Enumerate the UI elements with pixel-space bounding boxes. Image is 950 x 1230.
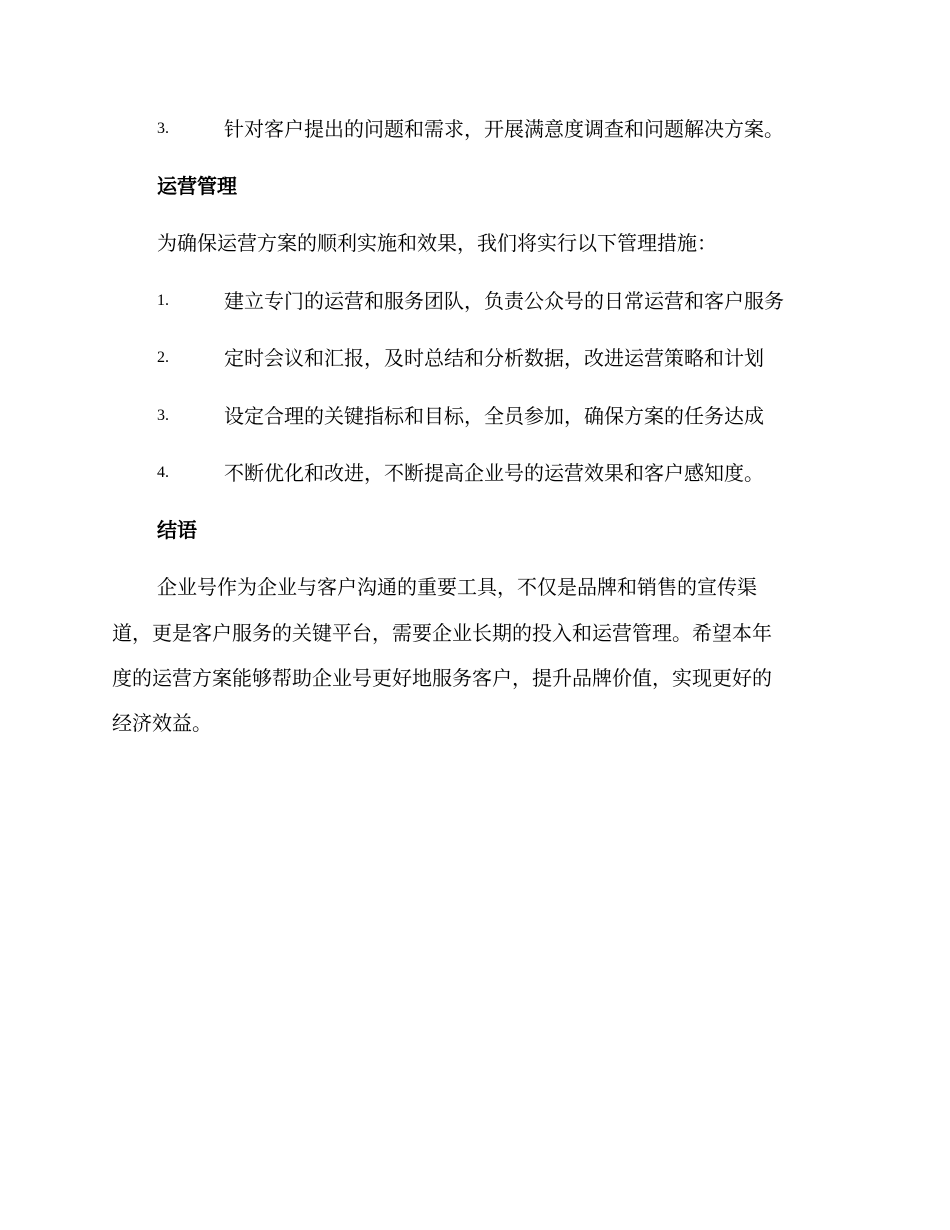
section-heading-conclusion: 结语 [157, 518, 197, 542]
list-item-text: 建立专门的运营和服务团队，负责公众号的日常运营和客户服务 [224, 289, 784, 313]
list-item [157, 114, 857, 144]
list-item [157, 343, 857, 373]
list-item-number: 4. [157, 464, 169, 481]
list-item-number: 3. [157, 407, 169, 424]
list-item [157, 286, 857, 316]
conclusion-line-2: 道，更是客户服务的关键平台，需要企业长期的投入和运营管理。希望本年 [112, 621, 772, 645]
list-item-number: 3. [157, 120, 169, 137]
list-item-text: 针对客户提出的问题和需求，开展满意度调查和问题解决方案。 [224, 117, 784, 141]
list-item [157, 401, 857, 431]
conclusion-line-4: 经济效益。 [112, 711, 212, 735]
list-item-text: 设定合理的关键指标和目标，全员参加，确保方案的任务达成 [224, 404, 764, 428]
conclusion-line-3: 度的运营方案能够帮助企业号更好地服务客户，提升品牌价值，实现更好的 [112, 666, 772, 690]
list-item [157, 458, 857, 488]
section-heading-management: 运营管理 [157, 174, 237, 198]
list-item-text: 定时会议和汇报，及时总结和分析数据，改进运营策略和计划 [224, 346, 764, 370]
conclusion-line-1: 企业号作为企业与客户沟通的重要工具，不仅是品牌和销售的宣传渠 [157, 575, 757, 599]
list-item-text: 不断优化和改进，不断提高企业号的运营效果和客户感知度。 [224, 461, 764, 485]
management-intro: 为确保运营方案的顺利实施和效果，我们将实行以下管理措施： [157, 231, 717, 255]
list-item-number: 2. [157, 349, 169, 366]
list-item-number: 1. [157, 292, 169, 309]
